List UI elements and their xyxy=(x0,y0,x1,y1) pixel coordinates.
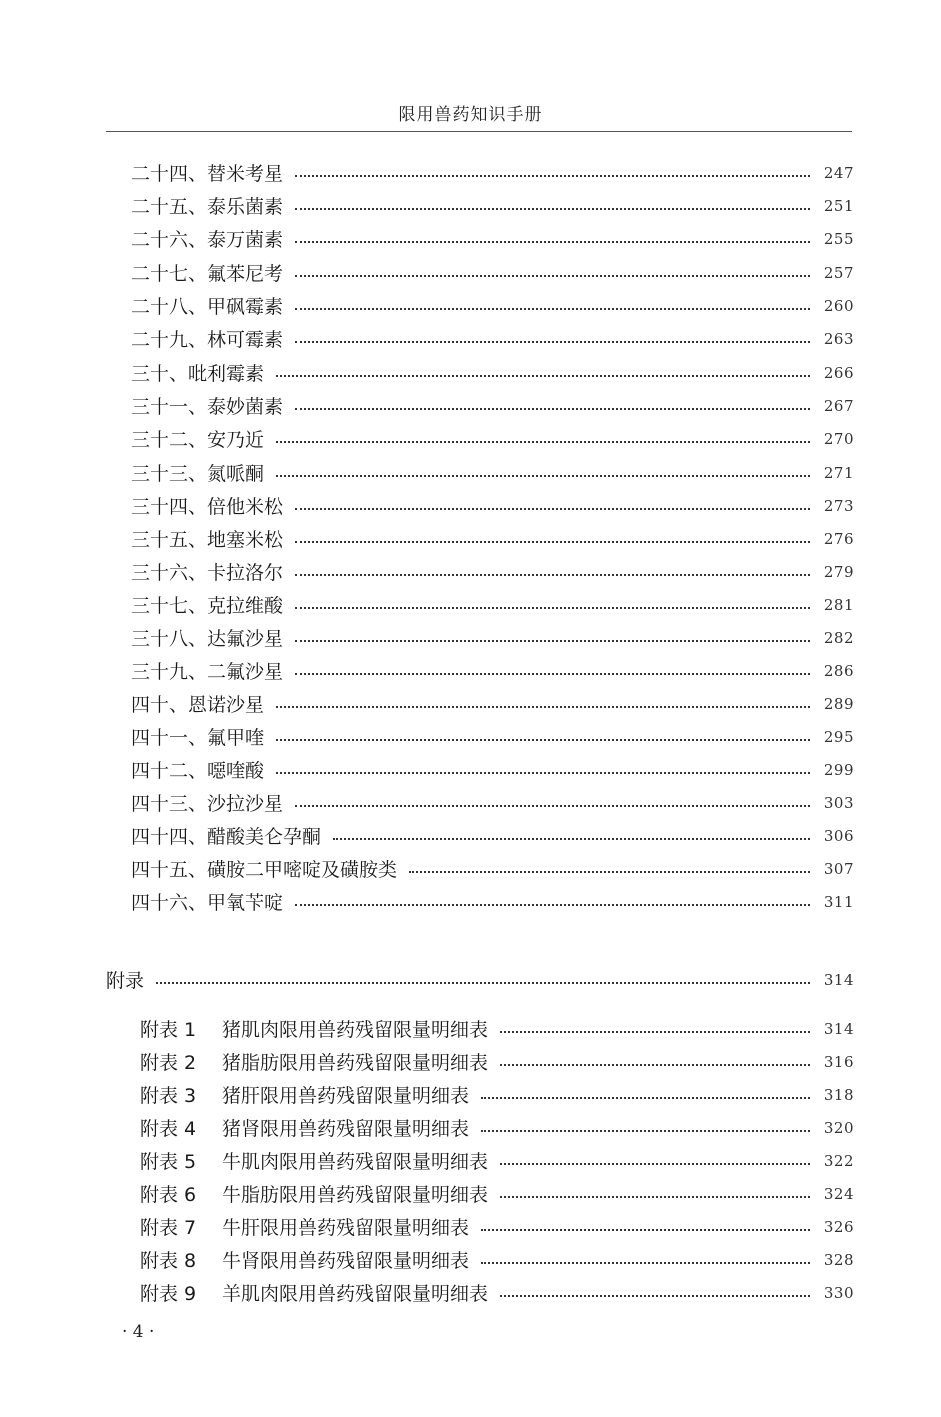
toc-entry[interactable] xyxy=(131,156,854,189)
toc-entry-page: 295 xyxy=(823,727,854,746)
toc-entry-page: 273 xyxy=(823,496,854,515)
toc-entry[interactable] xyxy=(131,588,854,621)
toc-leader xyxy=(295,607,810,609)
toc-entry-label: 二十九、林可霉素 xyxy=(131,329,284,351)
toc-entry-page: 314 xyxy=(823,1019,854,1038)
toc-entry[interactable] xyxy=(131,522,854,555)
toc-entry[interactable] xyxy=(131,621,854,654)
toc-entry[interactable] xyxy=(131,456,854,489)
toc-entry-page: 326 xyxy=(823,1217,854,1236)
toc-entry-label: 三十六、卡拉洛尔 xyxy=(131,562,284,584)
toc-entry-appendix-table[interactable] xyxy=(140,1144,854,1177)
appendix-table-title: 猪肌肉限用兽药残留限量明细表 xyxy=(222,1019,489,1041)
appendix-table-prefix: 附表 5 xyxy=(140,1151,197,1173)
toc-leader xyxy=(295,341,810,343)
toc-entry[interactable] xyxy=(131,422,854,455)
toc-leader xyxy=(481,1229,810,1231)
appendix-table-prefix: 附表 2 xyxy=(140,1052,197,1074)
toc-entry-page: 306 xyxy=(823,826,854,845)
toc-entry-label xyxy=(140,1246,469,1273)
toc-entry-label: 三十二、安乃近 xyxy=(131,429,265,451)
toc-entry-label: 四十三、沙拉沙星 xyxy=(131,793,284,815)
toc-entry-label: 四十四、醋酸美仑孕酮 xyxy=(131,826,322,848)
toc-entry-label: 二十六、泰万菌素 xyxy=(131,229,284,251)
toc-leader xyxy=(481,1097,810,1099)
toc-entry-appendix-table[interactable] xyxy=(140,1243,854,1276)
toc-entry-page: 328 xyxy=(823,1250,854,1269)
toc-entry-label: 三十九、二氟沙星 xyxy=(131,661,284,683)
toc-entry[interactable] xyxy=(131,489,854,522)
toc-leader xyxy=(276,706,810,708)
toc-entry-label xyxy=(140,1048,488,1075)
toc-leader xyxy=(295,904,810,906)
toc-leader xyxy=(276,772,810,774)
toc-entry[interactable] xyxy=(131,189,854,222)
toc-entry-page: 260 xyxy=(823,296,854,315)
toc-entry-label xyxy=(140,1180,488,1207)
toc-leader xyxy=(156,982,810,984)
toc-entry-page: 282 xyxy=(823,628,854,647)
toc-leader xyxy=(295,640,810,642)
toc-leader xyxy=(500,1163,810,1165)
toc-entry-page: 276 xyxy=(823,529,854,548)
toc-entry-label: 三十七、克拉维酸 xyxy=(131,595,284,617)
toc-entry-page: 266 xyxy=(823,363,854,382)
toc-entry[interactable] xyxy=(131,786,854,819)
toc-entry-appendix-table[interactable] xyxy=(140,1111,854,1144)
toc-entry[interactable] xyxy=(131,256,854,289)
toc-entry-page: 311 xyxy=(823,892,854,911)
toc-entry-page: 320 xyxy=(823,1118,854,1137)
toc-entry[interactable] xyxy=(131,654,854,687)
toc-entry-page: 316 xyxy=(823,1052,854,1071)
toc-entry-appendix-table[interactable] xyxy=(140,1012,854,1045)
toc-leader xyxy=(481,1262,810,1264)
page-number: · 4 · xyxy=(122,1322,155,1342)
toc-leader xyxy=(295,241,810,243)
toc-entry-appendix-table[interactable] xyxy=(140,1276,854,1309)
appendix-table-title: 猪肝限用兽药残留限量明细表 xyxy=(222,1085,470,1107)
toc-entry[interactable] xyxy=(131,289,854,322)
toc-entry-label xyxy=(140,1213,469,1240)
toc-entry-page: 255 xyxy=(823,229,854,248)
toc-leader xyxy=(500,1031,810,1033)
toc-leader xyxy=(276,475,810,477)
appendix-table-title: 猪脂肪限用兽药残留限量明细表 xyxy=(222,1052,489,1074)
toc-leader xyxy=(276,441,810,443)
toc-entry-label xyxy=(140,1114,469,1141)
appendix-table-prefix: 附表 6 xyxy=(140,1184,197,1206)
toc-entry-page: 281 xyxy=(823,595,854,614)
toc-entry[interactable] xyxy=(131,322,854,355)
toc-entry[interactable] xyxy=(131,819,854,852)
toc-entry[interactable] xyxy=(131,852,854,885)
toc-entry-appendix-table[interactable] xyxy=(140,1045,854,1078)
toc-entry-label: 四十五、磺胺二甲嘧啶及磺胺类 xyxy=(131,859,398,881)
toc-leader xyxy=(295,275,810,277)
toc-entry-page: 324 xyxy=(823,1184,854,1203)
toc-leader xyxy=(295,408,810,410)
toc-entry-appendix-table[interactable] xyxy=(140,1210,854,1243)
toc-leader xyxy=(500,1196,810,1198)
toc-leader xyxy=(295,208,810,210)
toc-entry-page: 322 xyxy=(823,1151,854,1170)
toc-leader xyxy=(276,739,810,741)
toc-entry-page: 267 xyxy=(823,396,854,415)
appendix-table-title: 牛脂肪限用兽药残留限量明细表 xyxy=(222,1184,489,1206)
appendix-table-title: 牛肝限用兽药残留限量明细表 xyxy=(222,1217,470,1239)
toc-entry-page: 299 xyxy=(823,760,854,779)
toc-entry-page: 289 xyxy=(823,694,854,713)
appendix-table-prefix: 附表 7 xyxy=(140,1217,197,1239)
appendix-table-title: 羊肌肉限用兽药残留限量明细表 xyxy=(222,1283,489,1305)
toc-entry-page: 303 xyxy=(823,793,854,812)
toc-leader xyxy=(295,308,810,310)
toc-entry-label: 附录 xyxy=(106,970,145,992)
toc-entry-label: 三十四、倍他米松 xyxy=(131,496,284,518)
appendix-table-title: 猪肾限用兽药残留限量明细表 xyxy=(222,1118,470,1140)
appendix-table-prefix: 附表 3 xyxy=(140,1085,197,1107)
appendix-table-prefix: 附表 9 xyxy=(140,1283,197,1305)
toc-entry-page: 247 xyxy=(823,163,854,182)
toc-leader xyxy=(295,805,810,807)
toc-entry[interactable] xyxy=(131,687,854,720)
toc-leader xyxy=(276,375,810,377)
toc-entry-label: 二十七、氟苯尼考 xyxy=(131,263,284,285)
toc-leader xyxy=(333,838,810,840)
appendix-table-title: 牛肌肉限用兽药残留限量明细表 xyxy=(222,1151,489,1173)
toc-entry-page: 251 xyxy=(823,196,854,215)
toc-entry-label: 四十二、噁喹酸 xyxy=(131,760,265,782)
toc-entry-label: 二十四、替米考星 xyxy=(131,163,284,185)
toc-entry-label: 三十三、氮哌酮 xyxy=(131,463,265,485)
toc-entry-label: 二十八、甲砜霉素 xyxy=(131,296,284,318)
toc-leader xyxy=(295,175,810,177)
toc-entry[interactable] xyxy=(131,885,854,918)
toc-entry-label: 四十一、氟甲喹 xyxy=(131,727,265,749)
toc-entry[interactable] xyxy=(131,356,854,389)
toc-entry-appendix-table[interactable] xyxy=(140,1177,854,1210)
toc-leader xyxy=(409,871,810,873)
toc-leader xyxy=(500,1064,810,1066)
appendix-table-prefix: 附表 8 xyxy=(140,1250,197,1272)
toc-leader xyxy=(295,673,810,675)
toc-entry[interactable] xyxy=(131,555,854,588)
toc-entry-label: 三十八、达氟沙星 xyxy=(131,628,284,650)
toc-entry-page: 314 xyxy=(823,970,854,989)
toc-entry-label: 三十一、泰妙菌素 xyxy=(131,396,284,418)
toc-entry-label xyxy=(140,1279,488,1306)
appendix-table-prefix: 附表 1 xyxy=(140,1019,197,1041)
toc-entry-label: 三十五、地塞米松 xyxy=(131,529,284,551)
toc-entry-label xyxy=(140,1081,469,1108)
toc-entry[interactable] xyxy=(131,222,854,255)
toc-entry-page: 279 xyxy=(823,562,854,581)
header-rule xyxy=(106,131,852,132)
toc-entry-page: 271 xyxy=(823,463,854,482)
toc-entry-label: 四十、恩诺沙星 xyxy=(131,694,265,716)
toc-entry-label xyxy=(140,1147,488,1174)
toc-entry[interactable] xyxy=(131,753,854,786)
appendix-table-title: 牛肾限用兽药残留限量明细表 xyxy=(222,1250,470,1272)
appendix-table-prefix: 附表 4 xyxy=(140,1118,197,1140)
toc-leader xyxy=(500,1295,810,1297)
toc-entry-label: 四十六、甲氧苄啶 xyxy=(131,892,284,914)
toc-entry-label: 二十五、泰乐菌素 xyxy=(131,196,284,218)
running-header: 限用兽药知识手册 xyxy=(398,105,543,125)
toc-leader xyxy=(295,574,810,576)
toc-entry-page: 307 xyxy=(823,859,854,878)
toc-entry[interactable] xyxy=(131,720,854,753)
toc-entry-page: 318 xyxy=(823,1085,854,1104)
toc-entry-label: 三十、吡利霉素 xyxy=(131,363,265,385)
toc-entry[interactable] xyxy=(131,389,854,422)
toc-entry-page: 263 xyxy=(823,329,854,348)
toc-leader xyxy=(481,1130,810,1132)
toc-entry-label xyxy=(140,1015,488,1042)
toc-entry-appendix[interactable] xyxy=(106,963,854,996)
toc-entry-page: 286 xyxy=(823,661,854,680)
toc-entry-page: 330 xyxy=(823,1283,854,1302)
toc-entry-appendix-table[interactable] xyxy=(140,1078,854,1111)
toc-leader xyxy=(295,541,810,543)
toc-entry-page: 257 xyxy=(823,263,854,282)
toc-entry-page: 270 xyxy=(823,429,854,448)
toc-leader xyxy=(295,508,810,510)
